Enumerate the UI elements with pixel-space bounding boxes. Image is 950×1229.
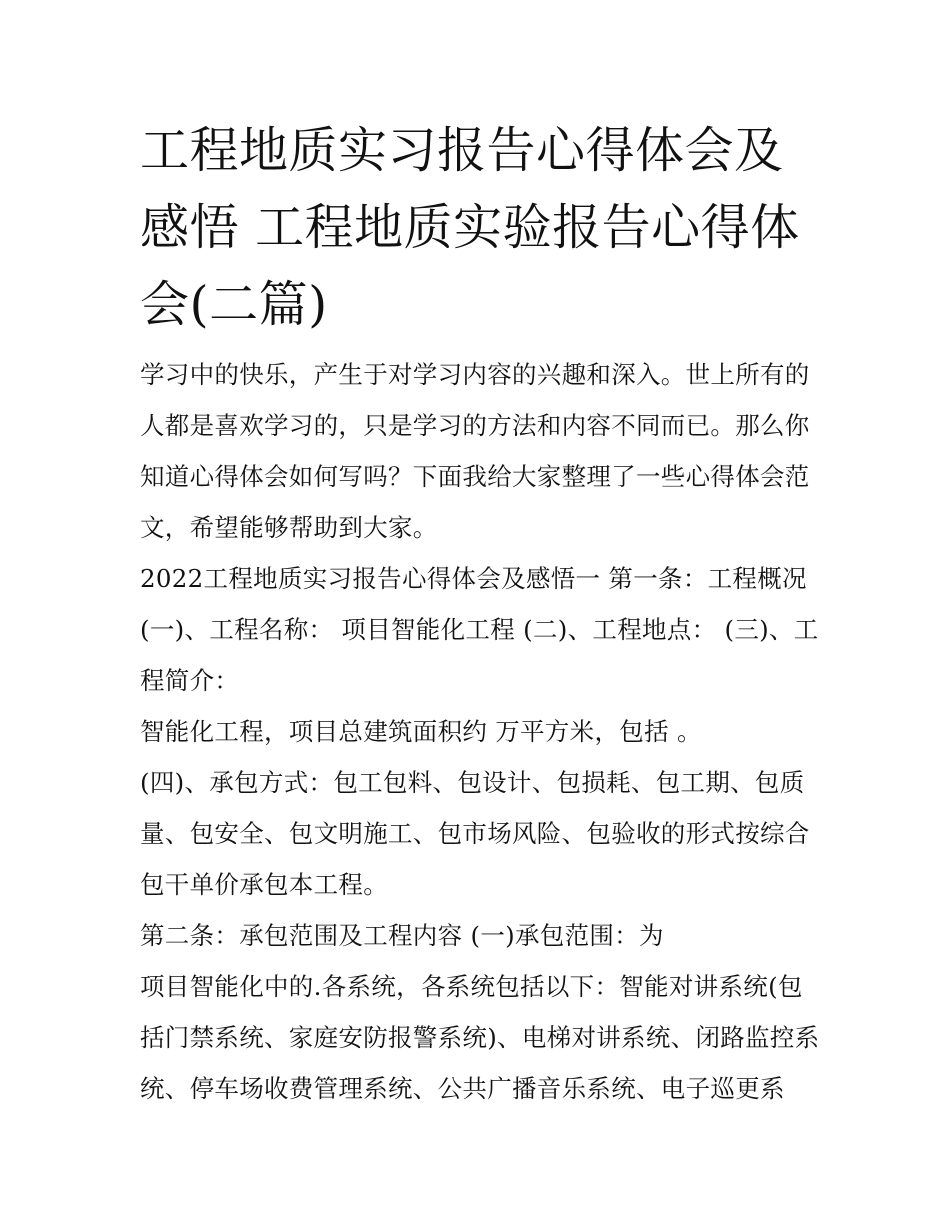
paragraph-intro: 学习中的快乐，产生于对学习内容的兴趣和深入。世上所有的人都是喜欢学习的，只是学习的方法和内容不同而已。那么你知道心得体会如何写吗？下面我给大家整理了一些心得体会范文，希望能够帮助到大家。 bbox=[140, 360, 810, 542]
document-title: 工程地质实习报告心得体会及感悟 工程地质实验报告心得体会(二篇) bbox=[140, 122, 800, 333]
paragraph-contract-range: 第二条：承包范围及工程内容 (一)承包范围：为 bbox=[140, 921, 664, 950]
paragraph-contract-method: (四)、承包方式：包工包料、包设计、包损耗、包工期、包质量、包安全、包文明施工、包市场风险、包验收的形式按综合包干单价承包本工程。 bbox=[140, 768, 810, 899]
paragraph-project-overview: 2022工程地质实习报告心得体会及感悟一 第一条：工程概况 (一)、工程名称： 项目智能化工程 (二)、工程地点： (三)、工程简介： bbox=[140, 564, 819, 695]
document-page bbox=[140, 112, 820, 1114]
paragraph-project-scope: 智能化工程，项目总建筑面积约 万平方米，包括 。 bbox=[140, 717, 702, 746]
paragraph-systems: 项目智能化中的.各系统，各系统包括以下：智能对讲系统(包括门禁系统、家庭安防报警系统)、电梯对讲系统、闭路监控系统、停车场收费管理系统、公共广播音乐系统、电子巡更系 bbox=[140, 972, 820, 1103]
